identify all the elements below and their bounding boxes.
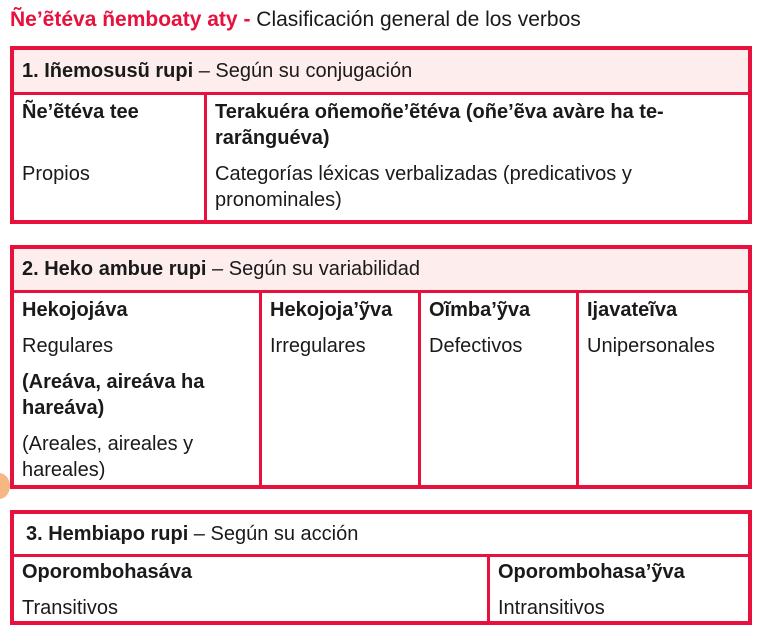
table-cell (14, 95, 204, 221)
column-value: Intransitivos (498, 597, 605, 619)
section-subtitle: – Según su variabilidad (206, 258, 420, 280)
column-header: Ijavateĩva (587, 299, 678, 321)
column-subheader: (Areáva, aireáva ha hareáva) (22, 371, 205, 419)
table-cell (204, 95, 748, 221)
table-cell (418, 293, 576, 486)
column-header: Oporombohasa’ỹva (498, 561, 685, 583)
table-cell (487, 557, 748, 622)
column-value: Defectivos (429, 335, 523, 357)
column-header: Hekojojáva (22, 299, 128, 321)
column-value: Unipersonales (587, 335, 715, 357)
column-subvalue: (Areales, aireales y hareales) (22, 433, 194, 481)
table-cell (576, 293, 748, 486)
table-cell (14, 557, 487, 622)
title-spanish: Clasificación general de los verbos (256, 8, 581, 31)
table-accion (10, 510, 752, 625)
page-title (10, 6, 581, 34)
column-header: Hekojoja’ỹva (270, 299, 393, 321)
table-conjugacion (10, 46, 752, 224)
section-title: 1. Iñemosusũ rupi (22, 59, 194, 82)
section-title: 3. Hembiapo rupi (26, 522, 189, 545)
table-cell (14, 293, 259, 486)
table-header (14, 50, 748, 95)
column-header: Terakuéra oñemoñe’ẽtéva (oñe’ẽva avàre ha te-rarãnguéva) (215, 101, 664, 149)
section-title: 2. Heko ambue rupi (22, 258, 207, 280)
table-row (14, 293, 748, 486)
section-subtitle: – Según su conjugación (193, 59, 413, 82)
column-value: Propios (22, 163, 90, 185)
column-value: Irregulares (270, 335, 366, 357)
table-variabilidad (10, 245, 752, 489)
column-header: Oporombohasáva (22, 561, 193, 583)
column-value: Regulares (22, 335, 114, 357)
table-header (14, 249, 748, 293)
section-subtitle: – Según su acción (188, 522, 359, 545)
table-header (14, 514, 748, 557)
column-value: Transitivos (22, 597, 118, 619)
column-value: Categorías léxicas verbalizadas (predicativos y pronominales) (215, 163, 632, 211)
table-row (14, 557, 748, 622)
table-cell (259, 293, 418, 486)
decorative-circle-icon (0, 473, 10, 499)
column-header: Oĩmba’ỹva (429, 299, 531, 321)
title-separator: - (237, 8, 257, 31)
title-guarani: Ñe’ẽtéva ñemboaty aty (10, 8, 238, 31)
table-row (14, 95, 748, 221)
column-header: Ñe’ẽtéva tee (22, 101, 139, 123)
